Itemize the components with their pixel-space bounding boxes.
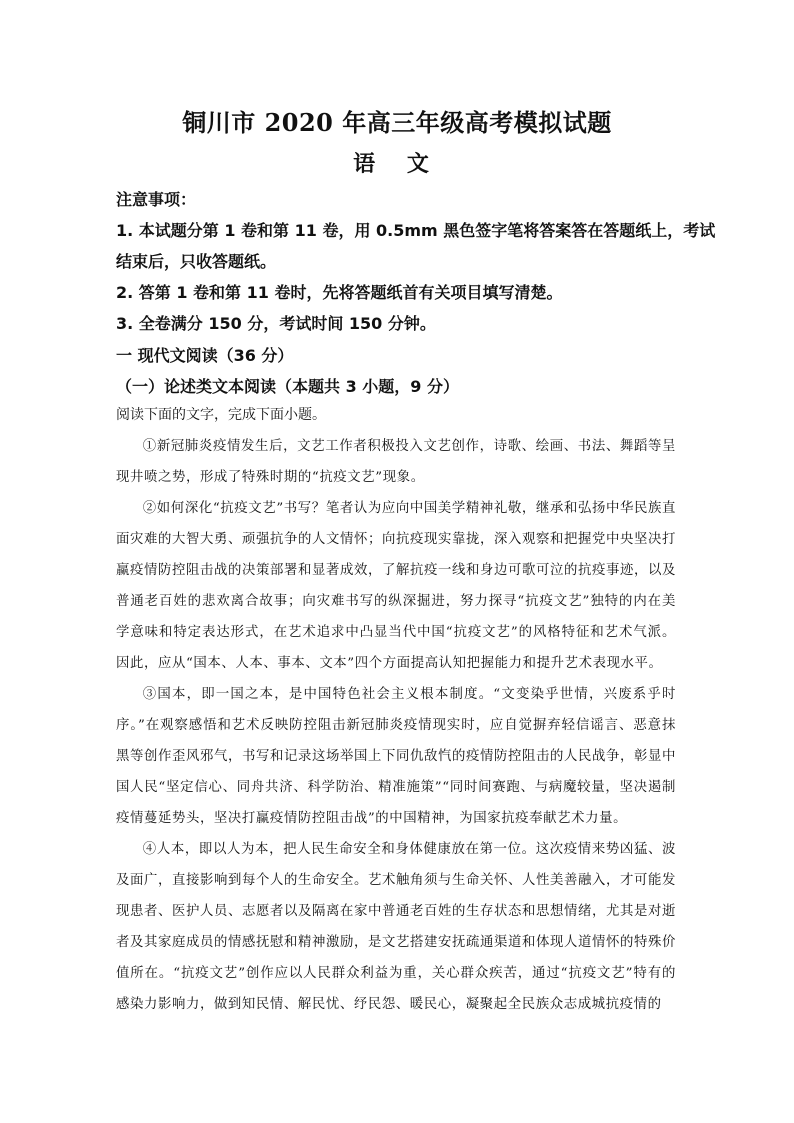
reading-passage — [116, 431, 676, 1020]
passage-paragraph-1: ①新冠肺炎疫情发生后，文艺工作者积极投入文艺创作，诗歌、绘画、书法、舞蹈等呈现井喷之势，形成了特殊时期的“抗疫文艺”现象。 — [116, 439, 676, 485]
subject-title: 语 文 — [353, 151, 441, 177]
section-heading-part1: 一 现代文阅读（36 分） — [116, 346, 294, 365]
note-item-1: 1. 本试题分第 1 卷和第 11 卷，用 0.5mm 黑色签字笔将答案答在答题纸上，考试结束后，只收答题纸。 — [116, 221, 716, 271]
passage-paragraph-4: ④人本，即以人为本，把人民生命安全和身体健康放在第一位。这次疫情来势凶猛、波及面广，直接影响到每个人的生命安全。艺术触角须与生命关怀、人性美善融入，才可能发现患者、医护人员、志愿者以及隔离在家中普通老百姓的生存状态和思想情绪，尤其是对逝者及其家庭成员的情感抚慰和精神激励，是文艺搭建安抚疏通渠道和体现人道情怀的特殊价值所在。“抗疫文艺”创作应以人民群众利益为重，关心群众疾苦，通过“抗疫文艺”特有的感染力影响力，做到知民情、解民忧、纾民怨、暖民心，凝聚起全民族众志成城抗疫情的 — [116, 842, 676, 1012]
reading-instruction: 阅读下面的文字，完成下面小题。 — [116, 407, 326, 423]
note-item-2: 2. 答第 1 卷和第 11 卷时，先将答题纸首有关项目填写清楚。 — [116, 283, 563, 302]
notes-heading: 注意事项： — [116, 190, 197, 209]
note-item-3: 3. 全卷满分 150 分，考试时间 150 分钟。 — [116, 314, 436, 333]
passage-paragraph-3: ③国本，即一国之本，是中国特色社会主义根本制度。“文变染乎世情，兴废系乎时序。”在观察感悟和艺术反映防控阻击新冠肺炎疫情现实时，应自觉摒弃轻信谣言、恶意抹黑等创作歪风邪气，书写和记录这场举国上下同仇敌忾的疫情防控阻击的人民战争，彰显中国人民“坚定信心、同舟共济、科学防治、精准施策”“同时间赛跑、与病魔较量，坚决遏制疫情蔓延势头，坚决打赢疫情防控阻击战”的中国精神，为国家抗疫奉献艺术力量。 — [116, 687, 676, 826]
section-heading-part1-sub1: （一）论述类文本阅读（本题共 3 小题，9 分） — [116, 377, 459, 396]
passage-paragraph-2: ②如何深化“抗疫文艺”书写？笔者认为应向中国美学精神礼敬，继承和弘扬中华民族直面灾难的大智大勇、顽强抗争的人文情怀；向抗疫现实靠拢，深入观察和把握党中央坚决打赢疫情防控阻击战的决策部署和显著成效，了解抗疫一线和身边可歌可泣的抗疫事迹，以及普通老百姓的悲欢离合故事；向灾难书写的纵深掘进，努力探寻“抗疫文艺”独特的内在美学意味和特定表达形式，在艺术追求中凸显当代中国“抗疫文艺”的风格特征和艺术气派。因此，应从“国本、人本、事本、文本”四个方面提高认知把握能力和提升艺术表现水平。 — [116, 501, 676, 671]
notes-block — [116, 184, 716, 339]
exam-title: 铜川市 2020 年高三年级高考模拟试题 — [182, 108, 612, 137]
